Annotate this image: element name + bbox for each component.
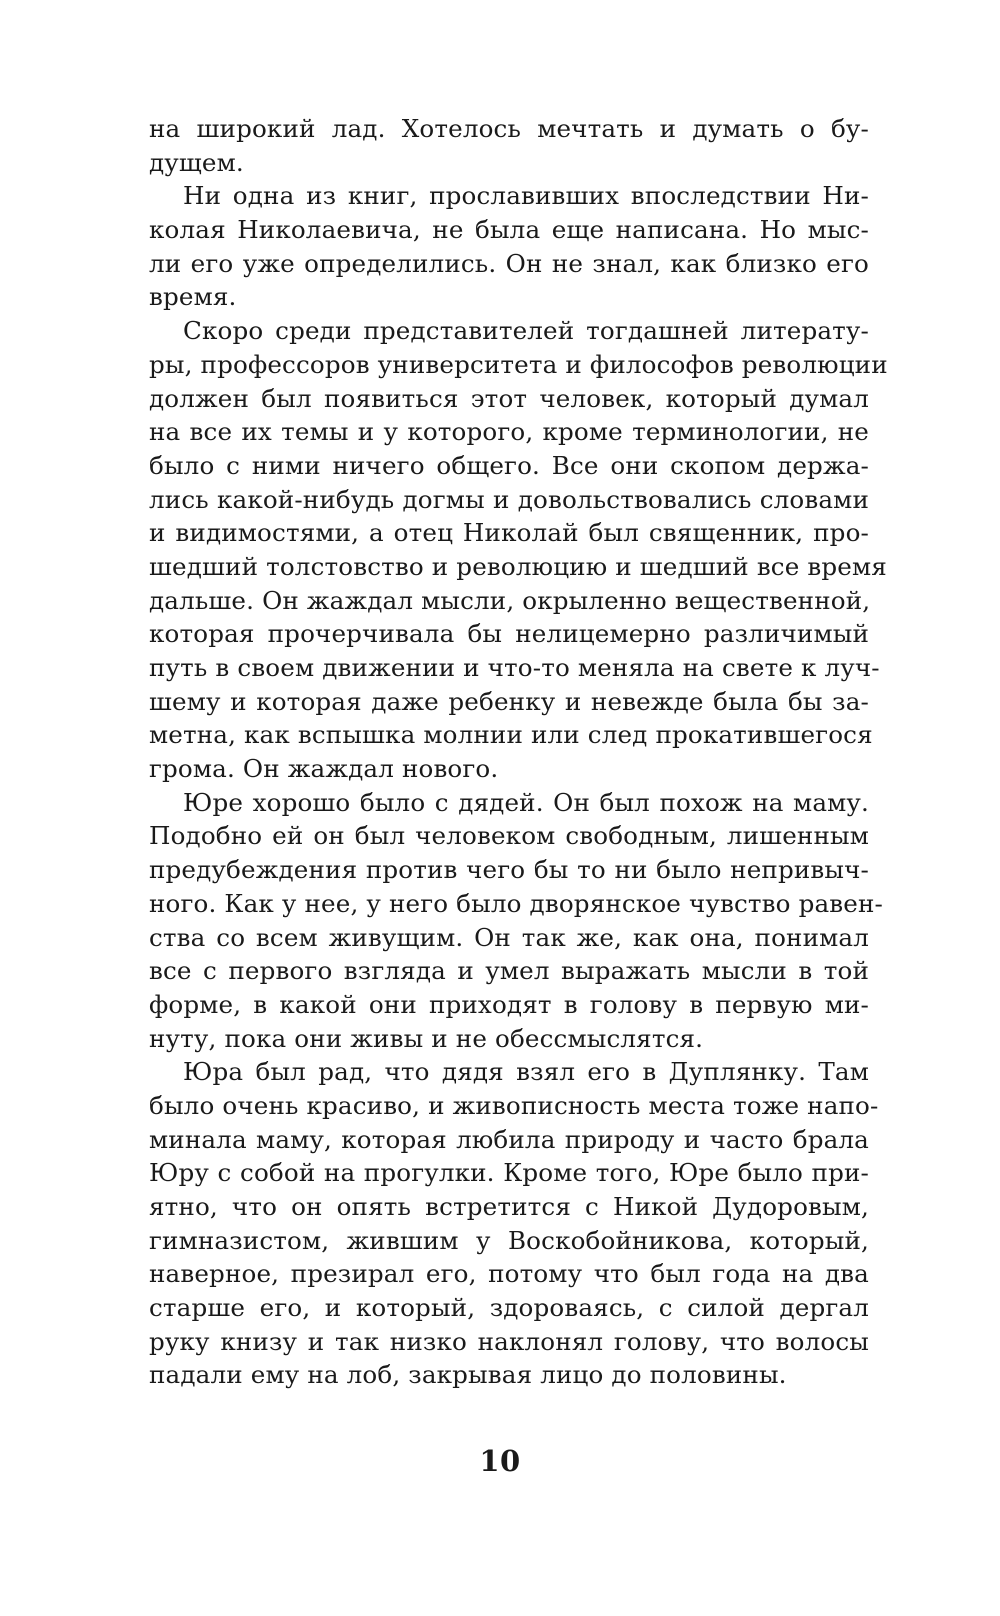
text-line: метна, как вспышка молнии или след прокатившегося (149, 720, 873, 750)
text-line: падали ему на лоб, закрывая лицо до половины. (149, 1360, 787, 1390)
paragraph (149, 786, 884, 1056)
text-line: ли его уже определились. Он не знал, как близко его (149, 248, 869, 278)
text-line: шедший толстовство и революцию и шедший все время (149, 551, 887, 581)
text-line: Подобно ей он был человеком свободным, лишенным (149, 821, 869, 851)
paragraph (149, 1055, 879, 1392)
text-line: ства со всем живущим. Он так же, как она, понимал (149, 922, 869, 952)
text-line: руку книзу и так низко наклонял голову, что волосы (149, 1326, 869, 1356)
text-line: которая прочерчивала бы нелицемерно различимый (149, 619, 869, 649)
text-line: Юре хорошо было с дядей. Он был похож на маму. (183, 787, 869, 817)
paragraph (149, 112, 869, 179)
text-line: форме, в какой они приходят в голову в первую ми- (149, 989, 869, 1019)
text-line: все с первого взгляда и умел выражать мысли в той (149, 956, 869, 986)
text-line: Скоро среди представителей тогдашней литерату- (183, 316, 869, 346)
text-line: ятно, что он опять встретится с Никой Дудоровым, (149, 1192, 869, 1221)
paragraph (149, 314, 888, 786)
paragraph (149, 179, 869, 314)
text-line: Юра был рад, что дядя взял его в Дуплянку. Там (183, 1057, 869, 1087)
text-line: было с ними ничего общего. Все они скопом держа- (149, 450, 869, 480)
text-line: предубеждения против чего бы то ни было непривыч- (149, 855, 869, 885)
body-text (149, 112, 888, 1392)
text-line: ры, профессоров университета и философов революции (149, 349, 888, 379)
text-line: на широкий лад. Хотелось мечтать и думать о бу- (149, 114, 869, 143)
text-line: лись какой-нибудь догмы и довольствовались словами (149, 484, 869, 514)
page-number: 10 (479, 1444, 521, 1478)
text-line: ного. Как у нее, у него было дворянское чувство равен- (149, 888, 884, 918)
text-line: минала маму, которая любила природу и часто брала (149, 1124, 869, 1154)
text-line: и видимостями, а отец Николай был священник, про- (149, 518, 869, 548)
text-line: на все их темы и у которого, кроме терминологии, не (149, 417, 869, 447)
text-line: грома. Он жаждал нового. (149, 754, 499, 784)
text-line: время. (149, 282, 237, 312)
text-line: Ни одна из книг, прославивших впоследствии Ни- (183, 181, 869, 211)
text-line: дальше. Он жаждал мысли, окрыленно вещественной, (149, 585, 871, 615)
text-line: колая Николаевича, не была еще написана. Но мыс- (149, 215, 869, 245)
text-line: нуту, пока они живы и не обессмыслятся. (149, 1023, 704, 1053)
text-line: должен был появиться этот человек, который думал (149, 383, 869, 413)
text-line: гимназистом, жившим у Воскобойникова, который, (149, 1225, 869, 1255)
text-line: было очень красиво, и живописность места тоже напо- (149, 1090, 879, 1120)
text-line: Юру с собой на прогулки. Кроме того, Юре было при- (149, 1158, 869, 1188)
text-line: наверное, презирал его, потому что был года на два (149, 1259, 869, 1289)
text-line: дущем. (149, 147, 244, 177)
text-line: шему и которая даже ребенку и невежде была бы за- (149, 686, 869, 716)
text-line: путь в своем движении и что-то меняла на свете к луч- (149, 653, 880, 682)
text-line: старше его, и который, здороваясь, с силой дергал (149, 1293, 869, 1323)
